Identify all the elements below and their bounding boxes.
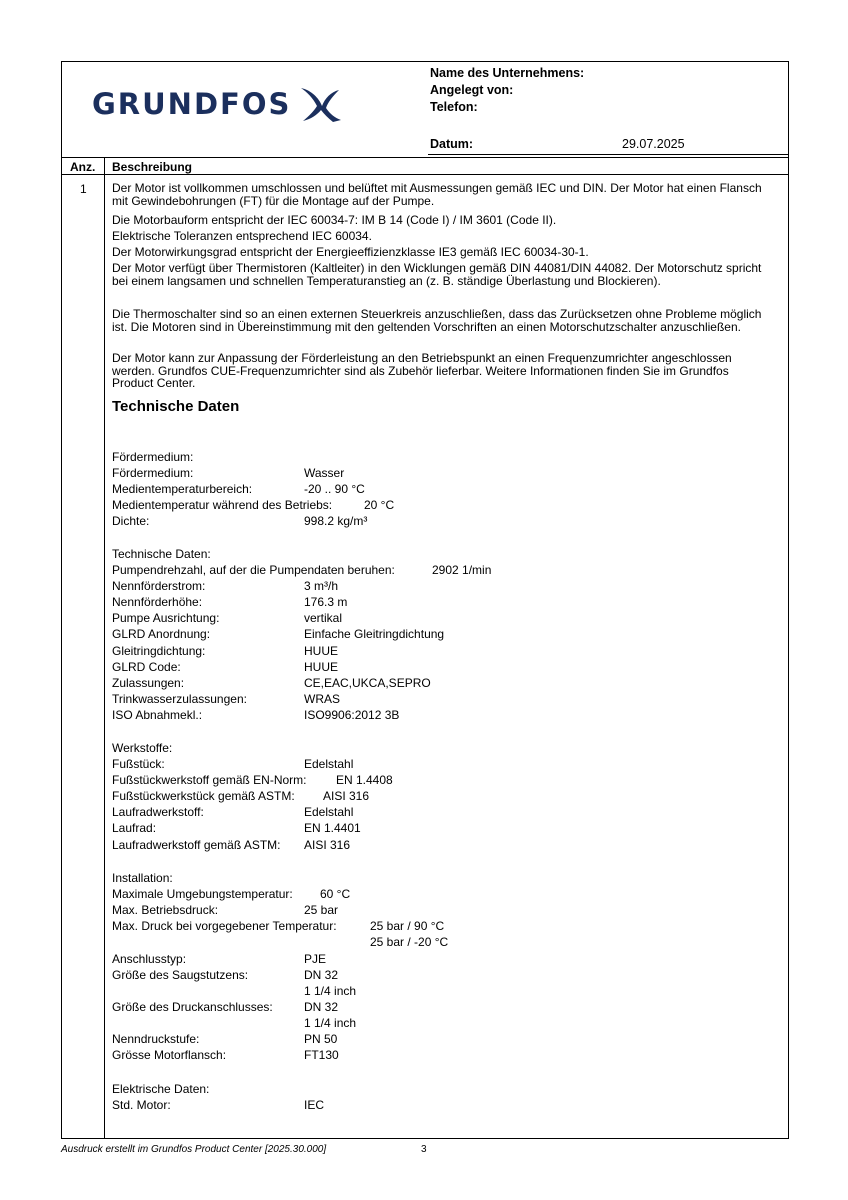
spec-value: EN 1.4401 [304, 821, 361, 835]
spec-label: GLRD Anordnung: [112, 627, 211, 641]
spec-label: Medientemperatur während des Betriebs: [112, 498, 333, 512]
spec-value: 20 °C [364, 498, 395, 512]
spec-label: Laufradwerkstoff gemäß ASTM: [112, 838, 281, 852]
footer-text: Ausdruck erstellt im Grundfos Product Center [2025.30.000] [61, 1144, 327, 1155]
date-underline [428, 154, 789, 155]
spec-label: Maximale Umgebungstemperatur: [112, 887, 293, 901]
spec-label: Größe des Druckanschlusses: [112, 1000, 273, 1014]
description-line: Elektrische Toleranzen entsprechend IEC 60034. [112, 229, 372, 243]
spec-label: Pumpe Ausrichtung: [112, 611, 220, 625]
spec-value: 1 1/4 inch [304, 1016, 357, 1030]
group-label: Werkstoffe: [112, 741, 173, 755]
group-label: Installation: [112, 871, 173, 885]
spec-value: Edelstahl [304, 757, 354, 771]
spec-label: Pumpendrehzahl, auf der die Pumpendaten beruhen: [112, 563, 395, 577]
spec-value: PJE [304, 952, 327, 966]
spec-label: Fußstückwerkstück gemäß ASTM: [112, 789, 295, 803]
spec-value: FT130 [304, 1048, 339, 1062]
group-label: Fördermedium: [112, 450, 194, 464]
spec-value: 25 bar / 90 °C [370, 919, 445, 933]
spec-label: Größe des Saugstutzens: [112, 968, 249, 982]
spec-label: Std. Motor: [112, 1098, 171, 1112]
spec-label: ISO Abnahmekl.: [112, 708, 203, 722]
column-divider [104, 157, 105, 1139]
spec-value: 2902 1/min [432, 563, 492, 577]
position-number: 1 [80, 182, 87, 196]
spec-label: Fördermedium: [112, 466, 194, 480]
table-header-bottom-rule [61, 174, 789, 175]
spec-value: WRAS [304, 692, 340, 706]
column-header-description: Beschreibung [112, 160, 193, 174]
spec-label: GLRD Code: [112, 660, 181, 674]
spec-value: PN 50 [304, 1032, 338, 1046]
spec-value: 176.3 m [304, 595, 348, 609]
page-number: 3 [421, 1144, 427, 1155]
spec-label: Laufrad: [112, 821, 157, 835]
description-line: Der Motorwirkungsgrad entspricht der Energieeffizienzklasse IE3 gemäß IEC 60034-30-1. [112, 245, 589, 259]
spec-value: 25 bar [304, 903, 339, 917]
spec-value: Edelstahl [304, 805, 354, 819]
spec-label: Zulassungen: [112, 676, 185, 690]
spec-value: HUUE [304, 660, 339, 674]
spec-label: Trinkwasserzulassungen: [112, 692, 247, 706]
spec-label: Medientemperaturbereich: [112, 482, 253, 496]
spec-value: AISI 316 [323, 789, 370, 803]
spec-label: Max. Betriebsdruck: [112, 903, 219, 917]
description-paragraph: Der Motor verfügt über Thermistoren (Kaltleiter) in den Wicklungen gemäß DIN 44081/DIN 44082. Der Motorschutz spricht bei einem langsamen und schnellen Temperaturanstieg an (z. B. ständige Überlastung und Blockieren). [112, 261, 762, 288]
spec-label: Max. Druck bei vorgegebener Temperatur: [112, 919, 337, 933]
spec-label: Grösse Motorflansch: [112, 1048, 227, 1062]
spec-label: Nennförderhöhe: [112, 595, 203, 609]
description-paragraph: Die Thermoschalter sind so an einen externen Steuerkreis anzuschließen, dass das Zurücksetzen ohne Probleme möglich ist. Die Motoren sind in Übereinstimmung mit den geltenden Vorschriften an einen Motorschutzschalter anzuschließen. [112, 307, 762, 334]
spec-value: ISO9906:2012 3B [304, 708, 400, 722]
group-label: Elektrische Daten: [112, 1082, 210, 1096]
section-title: Technische Daten [112, 398, 240, 415]
spec-label: Anschlusstyp: [112, 952, 187, 966]
grundfos-x-icon [297, 84, 343, 124]
column-header-qty: Anz. [70, 160, 96, 174]
spec-value: 25 bar / -20 °C [370, 935, 449, 949]
grundfos-logo [92, 84, 343, 124]
spec-label: Nennförderstrom: [112, 579, 206, 593]
company-label: Name des Unternehmens: [430, 66, 585, 80]
table-header-top-rule [61, 157, 789, 158]
spec-value: 3 m³/h [304, 579, 339, 593]
description-paragraph: Der Motor ist vollkommen umschlossen und belüftet mit Ausmessungen gemäß IEC und DIN. Der Motor hat einen Flansch mit Gewindebohrungen (FT) für die Montage auf der Pumpe. [112, 181, 762, 208]
created-by-label: Angelegt von: [430, 83, 514, 97]
spec-value: -20 .. 90 °C [304, 482, 365, 496]
spec-value: AISI 316 [304, 838, 351, 852]
spec-label: Fußstück: [112, 757, 165, 771]
spec-value: 998.2 kg/m³ [304, 514, 368, 528]
spec-value: vertikal [304, 611, 343, 625]
logo-text: GRUNDFOS [92, 87, 292, 121]
spec-value: DN 32 [304, 1000, 339, 1014]
spec-value: Wasser [304, 466, 345, 480]
spec-label: Nenndruckstufe: [112, 1032, 200, 1046]
spec-value: 60 °C [320, 887, 351, 901]
spec-value: CE,EAC,UKCA,SEPRO [304, 676, 431, 690]
spec-label: Fußstückwerkstoff gemäß EN-Norm: [112, 773, 307, 787]
spec-value: 1 1/4 inch [304, 984, 357, 998]
spec-value: IEC [304, 1098, 325, 1112]
group-label: Technische Daten: [112, 547, 211, 561]
spec-label: Dichte: [112, 514, 150, 528]
description-line: Die Motorbauform entspricht der IEC 60034-7: IM B 14 (Code I) / IM 3601 (Code II). [112, 213, 557, 227]
spec-value: Einfache Gleitringdichtung [304, 627, 445, 641]
spec-label: Laufradwerkstoff: [112, 805, 204, 819]
spec-value: HUUE [304, 644, 339, 658]
phone-label: Telefon: [430, 100, 478, 114]
spec-value: DN 32 [304, 968, 339, 982]
spec-value: EN 1.4408 [336, 773, 393, 787]
date-value: 29.07.2025 [622, 137, 685, 151]
spec-label: Gleitringdichtung: [112, 644, 206, 658]
description-paragraph: Der Motor kann zur Anpassung der Förderleistung an den Betriebspunkt an einen Frequenzumrichter angeschlossen werden. Grundfos CUE-Frequenzumrichter sind als Zubehör lieferbar. Weitere Informationen finden Sie im Grundfos Product Center. [112, 351, 732, 391]
date-label: Datum: [430, 137, 474, 151]
